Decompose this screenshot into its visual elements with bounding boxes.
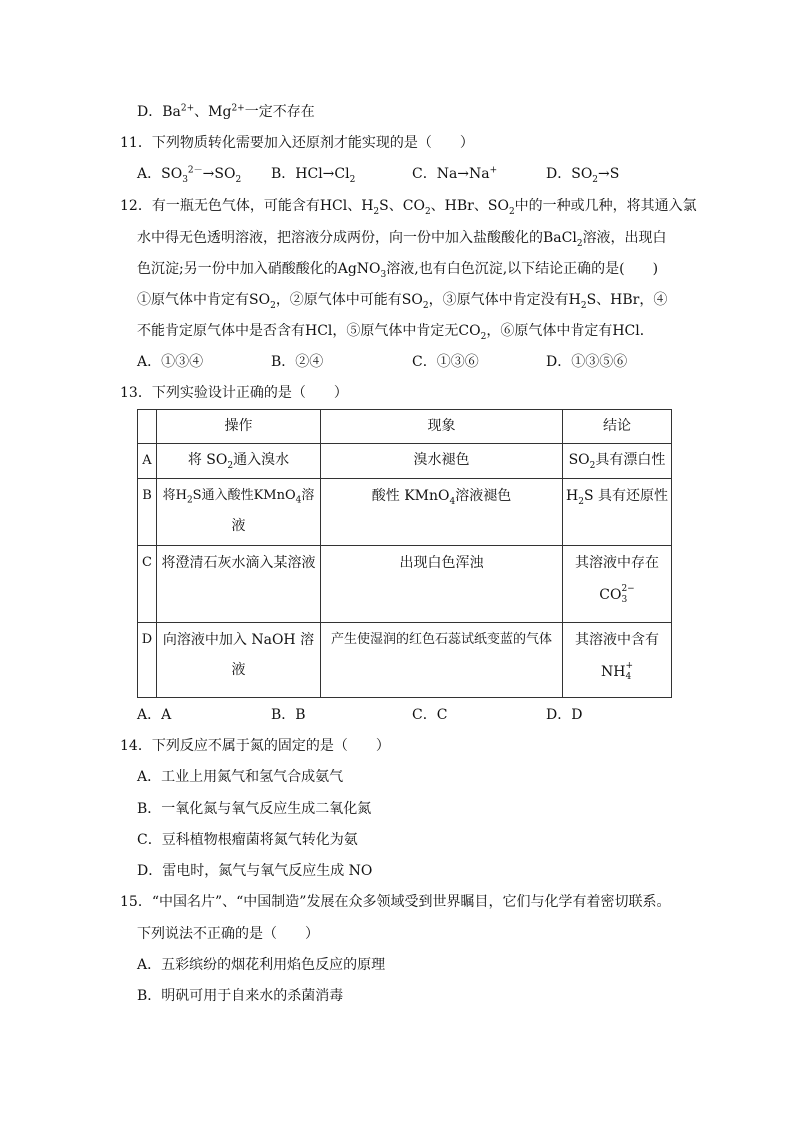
q12-stem-line-2	[137, 228, 667, 248]
operation-line-1	[157, 481, 320, 511]
subscript: 4	[449, 496, 456, 507]
row-label: B	[138, 479, 157, 546]
text: 溶液，出现白	[582, 230, 667, 246]
ion-symbol: CO	[599, 587, 622, 603]
subscript: 2	[373, 206, 380, 217]
q12-option-c: C．①③⑥	[412, 354, 479, 370]
text: H	[566, 488, 579, 504]
phenomenon-cell: 出现白色浑浊	[321, 546, 563, 623]
text: 将 SO	[187, 452, 228, 468]
superscript: +	[489, 165, 498, 176]
phenomenon-cell	[321, 479, 563, 546]
q12-option-a: A．①③④	[137, 354, 204, 370]
conclusion-ion	[563, 655, 671, 689]
phenomenon-cell: 溴水褪色	[321, 444, 563, 479]
text: 、Mg	[194, 104, 232, 120]
subscript: 3	[380, 269, 387, 280]
q11-option-d	[546, 164, 619, 184]
q12-stem-line-3	[137, 259, 658, 279]
q13-option-c: C．C	[412, 707, 448, 723]
text: 一定不存在	[244, 104, 315, 120]
conclusion-cell	[563, 623, 672, 698]
q14-option-b: B．一氧化氮与氧气反应生成二氧化氮	[137, 801, 372, 817]
text: 溶	[301, 488, 315, 503]
phenomenon-cell: 产生使湿润的红色石蕊试纸变蓝的气体	[321, 623, 563, 698]
operation-cell	[157, 444, 321, 479]
table-row	[138, 546, 672, 623]
superscript: 2−	[621, 584, 635, 594]
header-cell: 操作	[157, 410, 321, 444]
text: 溶液,也有白色沉淀,以下结论正确的是( )	[386, 261, 659, 277]
subscript: 2	[227, 460, 234, 471]
subscript: 2	[235, 174, 242, 185]
text: ，②原气体中可能有SO	[275, 292, 423, 308]
conclusion-cell	[563, 546, 672, 623]
q14-option-a: A．工业上用氮气和氢气合成氨气	[137, 769, 344, 785]
table-header-row	[138, 410, 672, 444]
text: S、CO	[379, 198, 425, 214]
q12-option-d: D．①③⑤⑥	[546, 354, 628, 370]
q13-option-d: D．D	[546, 707, 583, 723]
ion-charge-stack	[621, 584, 634, 606]
q14-stem: 14．下列反应不属于氮的固定的是（ ）	[120, 738, 390, 754]
subscript: 2	[480, 331, 487, 342]
header-cell: 现象	[321, 410, 563, 444]
text: 通入溴水	[233, 452, 290, 468]
text: S通入酸性KMnO	[192, 488, 296, 503]
q14-option-c: C．豆科植物根瘤菌将氮气转化为氨	[137, 832, 358, 848]
q13-stem: 13．下列实验设计正确的是（ ）	[120, 385, 348, 401]
conclusion-line-1: 其溶液中含有	[575, 632, 659, 648]
conclusion-cell	[563, 444, 672, 479]
header-cell: 结论	[563, 410, 672, 444]
subscript: 2	[424, 206, 431, 217]
text: S、HBr，④	[586, 292, 668, 308]
q13-option-a: A．A	[137, 707, 172, 723]
subscript: 2	[592, 174, 599, 185]
text: 中的一种或几种，将其通入氯	[514, 198, 697, 214]
q12-stem-line-4	[137, 290, 667, 310]
text: 具有漂白性	[595, 452, 666, 468]
ion-charge-stack	[625, 661, 633, 683]
table-row	[138, 444, 672, 479]
conclusion-line-1: 其溶液中存在	[575, 555, 659, 571]
ion-symbol: NH	[600, 664, 626, 680]
conclusion-ion	[563, 578, 671, 612]
operation-line-2: 液	[231, 518, 246, 534]
text: 将H	[162, 488, 187, 503]
q15-option-a: A．五彩缤纷的烟花利用焰色反应的原理	[137, 957, 386, 973]
subscript: 2	[508, 206, 515, 217]
text: 色沉淀;另一份中加入硝酸酸化的AgNO	[137, 261, 381, 277]
subscript: 3	[182, 174, 188, 185]
subscript: 2	[576, 238, 583, 249]
text: C．Na→Na	[412, 166, 490, 182]
text: A．SO	[137, 166, 183, 182]
operation-line-1: 向溶液中加入 NaOH 溶	[162, 632, 315, 648]
superscript: 2+	[180, 103, 195, 114]
q15-option-b: B．明矾可用于自来水的杀菌消毒	[137, 988, 344, 1004]
text: 溶液褪色	[455, 488, 512, 504]
subscript: 4	[625, 672, 632, 682]
superscript: +	[625, 661, 633, 671]
subscript: 2	[589, 460, 596, 471]
q11-option-c	[412, 164, 497, 184]
q12-stem-line-1	[120, 196, 697, 216]
table-row	[138, 479, 672, 546]
q13-option-b: B．B	[271, 707, 306, 723]
row-label: A	[138, 444, 157, 479]
subscript: 3	[621, 595, 628, 605]
operation-cell: 将澄清石灰水滴入某溶液	[157, 546, 321, 623]
q12-stem-line-5	[137, 321, 654, 341]
subscript: 2	[578, 496, 584, 507]
table-row	[138, 623, 672, 698]
text: D．Ba	[137, 104, 181, 120]
text: B．HCl→Cl	[271, 166, 350, 182]
operation-cell	[157, 479, 321, 546]
header-cell	[138, 410, 157, 444]
superscript: 2－	[187, 165, 203, 176]
subscript: 2	[270, 300, 276, 311]
text: ，⑥原气体中肯定有HCl．	[486, 323, 654, 339]
q11-option-b	[271, 164, 355, 184]
text: SO	[568, 452, 590, 468]
subscript: 4	[295, 495, 302, 506]
q11-stem: 11．下列物质转化需要加入还原剂才能实现的是（ ）	[120, 135, 474, 151]
text: ，③原气体中肯定没有H	[428, 292, 581, 308]
q14-option-d: D．雷电时，氮气与氧气反应生成 NO	[137, 863, 373, 879]
text: 酸性 KMnO	[371, 488, 450, 504]
q10-option-d	[137, 102, 315, 122]
q15-stem-line-2: 下列说法不正确的是（ ）	[137, 926, 319, 942]
text: →SO	[202, 166, 236, 182]
subscript: 2	[580, 300, 587, 311]
q15-stem-line-1: 15．“中国名片”、“中国制造”发展在众多领域受到世界瞩目，它们与化学有着密切联系。	[120, 894, 671, 910]
text: 、HBr、SO	[430, 198, 509, 214]
row-label: D	[138, 623, 157, 698]
text: 水中得无色透明溶液，把溶液分成两份，向一份中加入盐酸酸化的BaCl	[137, 230, 577, 246]
text: 12．有一瓶无色气体，可能含有HCl、H	[120, 198, 374, 214]
conclusion-cell	[563, 479, 672, 546]
q13-table	[137, 409, 672, 698]
q12-option-b: B．②④	[271, 354, 324, 370]
subscript: 2	[422, 300, 429, 311]
text: ①原气体中肯定有SO	[137, 292, 271, 308]
row-label: C	[138, 546, 157, 623]
text: →S	[598, 166, 620, 182]
subscript: 2	[349, 174, 356, 185]
superscript: 2+	[231, 103, 245, 114]
text: S 具有还原性	[583, 488, 668, 504]
q11-option-a	[137, 164, 241, 184]
text: 不能肯定原气体中是否含有HCl，⑤原气体中肯定无CO	[137, 323, 481, 339]
operation-cell	[157, 623, 321, 698]
text: D．SO	[546, 166, 593, 182]
operation-line-2: 液	[231, 662, 246, 678]
subscript: 2	[186, 495, 193, 506]
